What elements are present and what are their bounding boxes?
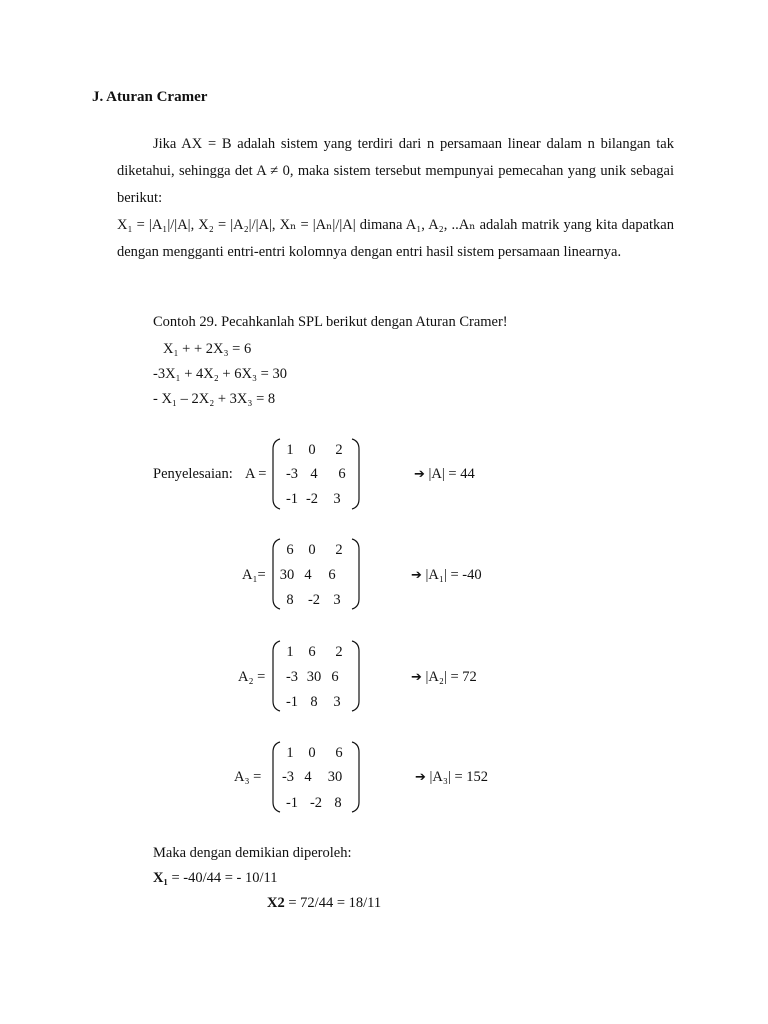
matrix-a1-cell: 4	[304, 567, 312, 583]
right-arrow-icon: ➔	[414, 467, 425, 482]
matrix-a-result	[414, 466, 475, 483]
matrix-a-label: A =	[245, 466, 267, 482]
determinant-a1: |A₁| = -40	[425, 567, 482, 583]
matrix-a3-cell: 30	[327, 769, 343, 785]
matrix-a-cell: -1	[285, 491, 299, 507]
matrix-a2-cell: 2	[335, 644, 343, 660]
equation-2: -3X₁ + 4X₂ + 6X₃ = 30	[153, 366, 287, 382]
determinant-a: |A| = 44	[428, 466, 475, 482]
matrix-a-cell: -3	[285, 466, 299, 482]
matrix-a-cell: -2	[305, 491, 319, 507]
matrix-a-cell: 1	[286, 442, 294, 458]
result-x1-value: = -40/44 = - 10/11	[167, 870, 278, 886]
determinant-a3: |A₃| = 152	[429, 769, 489, 785]
section-title: J. Aturan Cramer	[92, 89, 208, 105]
matrix-a2-result	[411, 669, 477, 686]
matrix-a1-result	[411, 567, 482, 584]
matrix-a3-cell: 8	[334, 795, 342, 811]
matrix-a2-cell: -1	[285, 694, 299, 710]
matrix-a3-label: A₃ =	[234, 769, 262, 785]
result-x1-variable: X₁	[153, 870, 168, 886]
matrix-a1-cell: 2	[335, 542, 343, 558]
matrix-a-cell: 3	[333, 491, 341, 507]
right-arrow-icon: ➔	[415, 770, 426, 785]
matrix-a2-cell: -3	[285, 669, 299, 685]
result-x2	[267, 895, 381, 912]
matrix-a1-label: A₁=	[242, 567, 266, 583]
matrix-a2-cell: 8	[310, 694, 318, 710]
matrix-a2-cell: 30	[306, 669, 322, 685]
solution-label: Penyelesaian:	[153, 466, 233, 482]
matrix-a-cell: 6	[338, 466, 346, 482]
matrix-a1-cell: 30	[279, 567, 295, 583]
matrix-a-cell: 2	[335, 442, 343, 458]
determinant-a2: |A₂| = 72	[425, 669, 477, 685]
equation-1: X₁ + + 2X₃ = 6	[163, 341, 252, 357]
result-x2-variable: X2	[267, 895, 285, 911]
matrix-a1-cell: -2	[307, 592, 321, 608]
matrix-a3-result	[415, 769, 488, 786]
intro-text	[117, 131, 674, 266]
matrix-a3-cell: -2	[309, 795, 323, 811]
matrix-a1-cell: 0	[308, 542, 316, 558]
right-arrow-icon: ➔	[411, 670, 422, 685]
matrix-a3-cell: 4	[304, 769, 312, 785]
intro-paragraph-2: X₁ = |A₁|/|A|, X₂ = |A₂|/|A|, Xₙ = |Aₙ|/|A| dimana A₁, A₂, ..Aₙ adalah matrik yang kita dapatkan dengan mengganti entri-entri kolomnya dengan entri hasil sistem persamaan linearnya.	[117, 217, 674, 260]
matrix-a1-cell: 3	[333, 592, 341, 608]
matrix-a1-cell: 8	[286, 592, 294, 608]
matrix-a2-cell: 6	[331, 669, 339, 685]
right-arrow-icon: ➔	[411, 568, 422, 583]
matrix-a-cell: 0	[308, 442, 316, 458]
matrix-a1-cell: 6	[286, 542, 294, 558]
matrix-a3-cell: -3	[281, 769, 295, 785]
intro-paragraph-1: Jika AX = B adalah sistem yang terdiri dari n persamaan linear dalam n bilangan tak diketahui, sehingga det A ≠ 0, maka sistem tersebut mempunyai pemecahan yang unik sebagai berikut:	[117, 136, 674, 206]
matrix-a3-cell: 6	[335, 745, 343, 761]
matrix-a3-cell: 1	[286, 745, 294, 761]
matrix-a1-cell: 6	[328, 567, 336, 583]
result-x2-value: = 72/44 = 18/11	[284, 895, 382, 911]
matrix-a3-cell: -1	[285, 795, 299, 811]
result-x1	[153, 870, 277, 887]
example-heading: Contoh 29. Pecahkanlah SPL berikut dengan Aturan Cramer!	[153, 314, 508, 330]
matrix-a2-cell: 6	[308, 644, 316, 660]
matrix-a-cell: 4	[310, 466, 318, 482]
matrix-a3-cell: 0	[308, 745, 316, 761]
matrix-a2-cell: 3	[333, 694, 341, 710]
matrix-a2-label: A₂ =	[238, 669, 266, 685]
conclusion-intro: Maka dengan demikian diperoleh:	[153, 845, 352, 861]
equation-3: - X₁ – 2X₂ + 3X₃ = 8	[153, 391, 276, 407]
matrix-a2-cell: 1	[286, 644, 294, 660]
